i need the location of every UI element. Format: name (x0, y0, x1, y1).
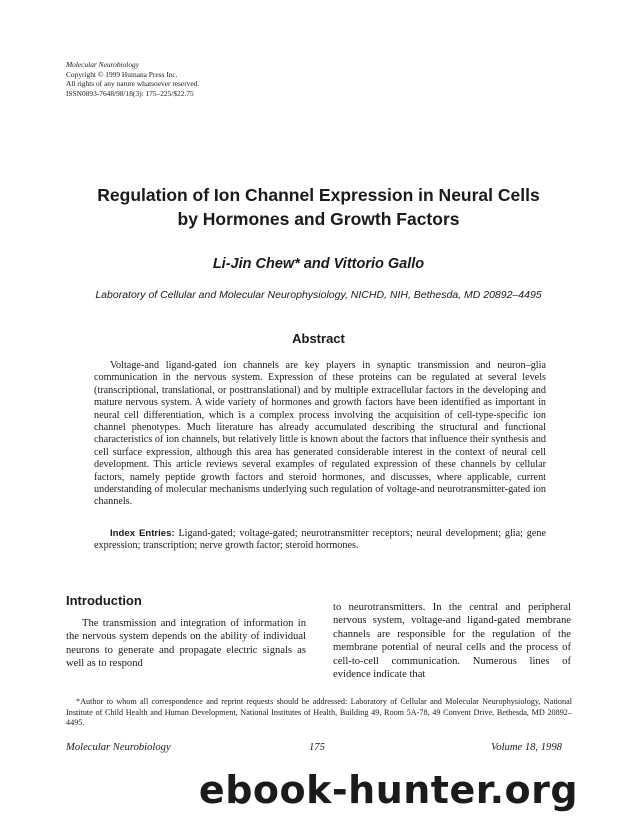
title-line-2: by Hormones and Growth Factors (177, 209, 460, 229)
introduction-column-2: to neurotransmitters. In the central and peripheral nervous system, voltage-and ligand-gated membrane channels are responsible for the regulation of the membrane potential of neural cells and the process of cell-to-cell communication. Numerous lines of evidence indicate that (333, 602, 571, 681)
header-journal-name: Molecular Neurobiology (66, 60, 140, 69)
introduction-heading: Introduction (66, 593, 142, 608)
authors: Li-Jin Chew* and Vittorio Gallo (212, 256, 425, 272)
index-entries (94, 528, 546, 553)
watermark-text: ebook-hunter.org (198, 768, 579, 812)
index-entries-text: Ligand-gated; voltage-gated; neurotransmitter receptors; neural development; glia; gene expression; transcription; nerve growth factor; steroid hormones. (94, 528, 546, 552)
abstract-body: Voltage-and ligand-gated ion channels are key players in synaptic transmission and neuron–glia communication in the nervous system. Expression of these proteins can be regulated at several levels (transcriptional, translational, or posttranslational) and by multiple extracellular factors in the developing and mature nervous system. A wide variety of hormones and growth factors have been identified as important in neural cell differentiation, which is a complex process involving the acquisition of cell-type-specific ion channel phenotypes. Much literature has already accumulated describing the structural and functional characteristics of ion channels, but relatively little is known about the factors that influence their synthesis and cell surface expression, although this area has generated considerable interest in the context of neural cell development. This article reviews several examples of regulated expression of these channels by cellular factors, namely peptide growth factors and steroid hormones, and discusses, where applicable, current understanding of molecular mechanisms underlying such regulation of voltage-and neurotransmitter-gated ion channels. (94, 360, 546, 508)
abstract-heading: Abstract (292, 331, 345, 346)
journal-header (66, 60, 199, 98)
index-entries-label: Index Entries: (110, 528, 175, 539)
footer-journal-name: Molecular Neurobiology (66, 742, 171, 753)
title-line-1: Regulation of Ion Channel Expression in Neural Cells (97, 185, 540, 205)
introduction-column-1: The transmission and integration of information in the nervous system depends on the ability of individual neurons to generate and propagate electric signals as well as to respond (66, 618, 306, 670)
header-rights: All rights of any nature whatsoever reserved. (66, 79, 200, 89)
affiliation: Laboratory of Cellular and Molecular Neurophysiology, NICHD, NIH, Bethesda, MD 20892–4495 (95, 289, 542, 301)
correspondence-footnote: *Author to whom all correspondence and reprint requests should be addressed: Laboratory of Cellular and Molecular Neurophysiology, National Institute of Child Health and Human Development, National Institutes of Health, Building 49, Room 5A-78, 49 Convent Drive, Bethesda, MD 20892–4495. (66, 697, 572, 728)
footer-page-number: 175 (309, 742, 325, 753)
header-copyright: Copyright © 1999 Humana Press Inc. (66, 69, 178, 79)
footer-volume: Volume 18, 1998 (491, 742, 562, 753)
paper-title (40, 183, 597, 231)
header-issn: ISSN0893-7648/98/18(3): 175–225/$22.75 (66, 88, 194, 98)
